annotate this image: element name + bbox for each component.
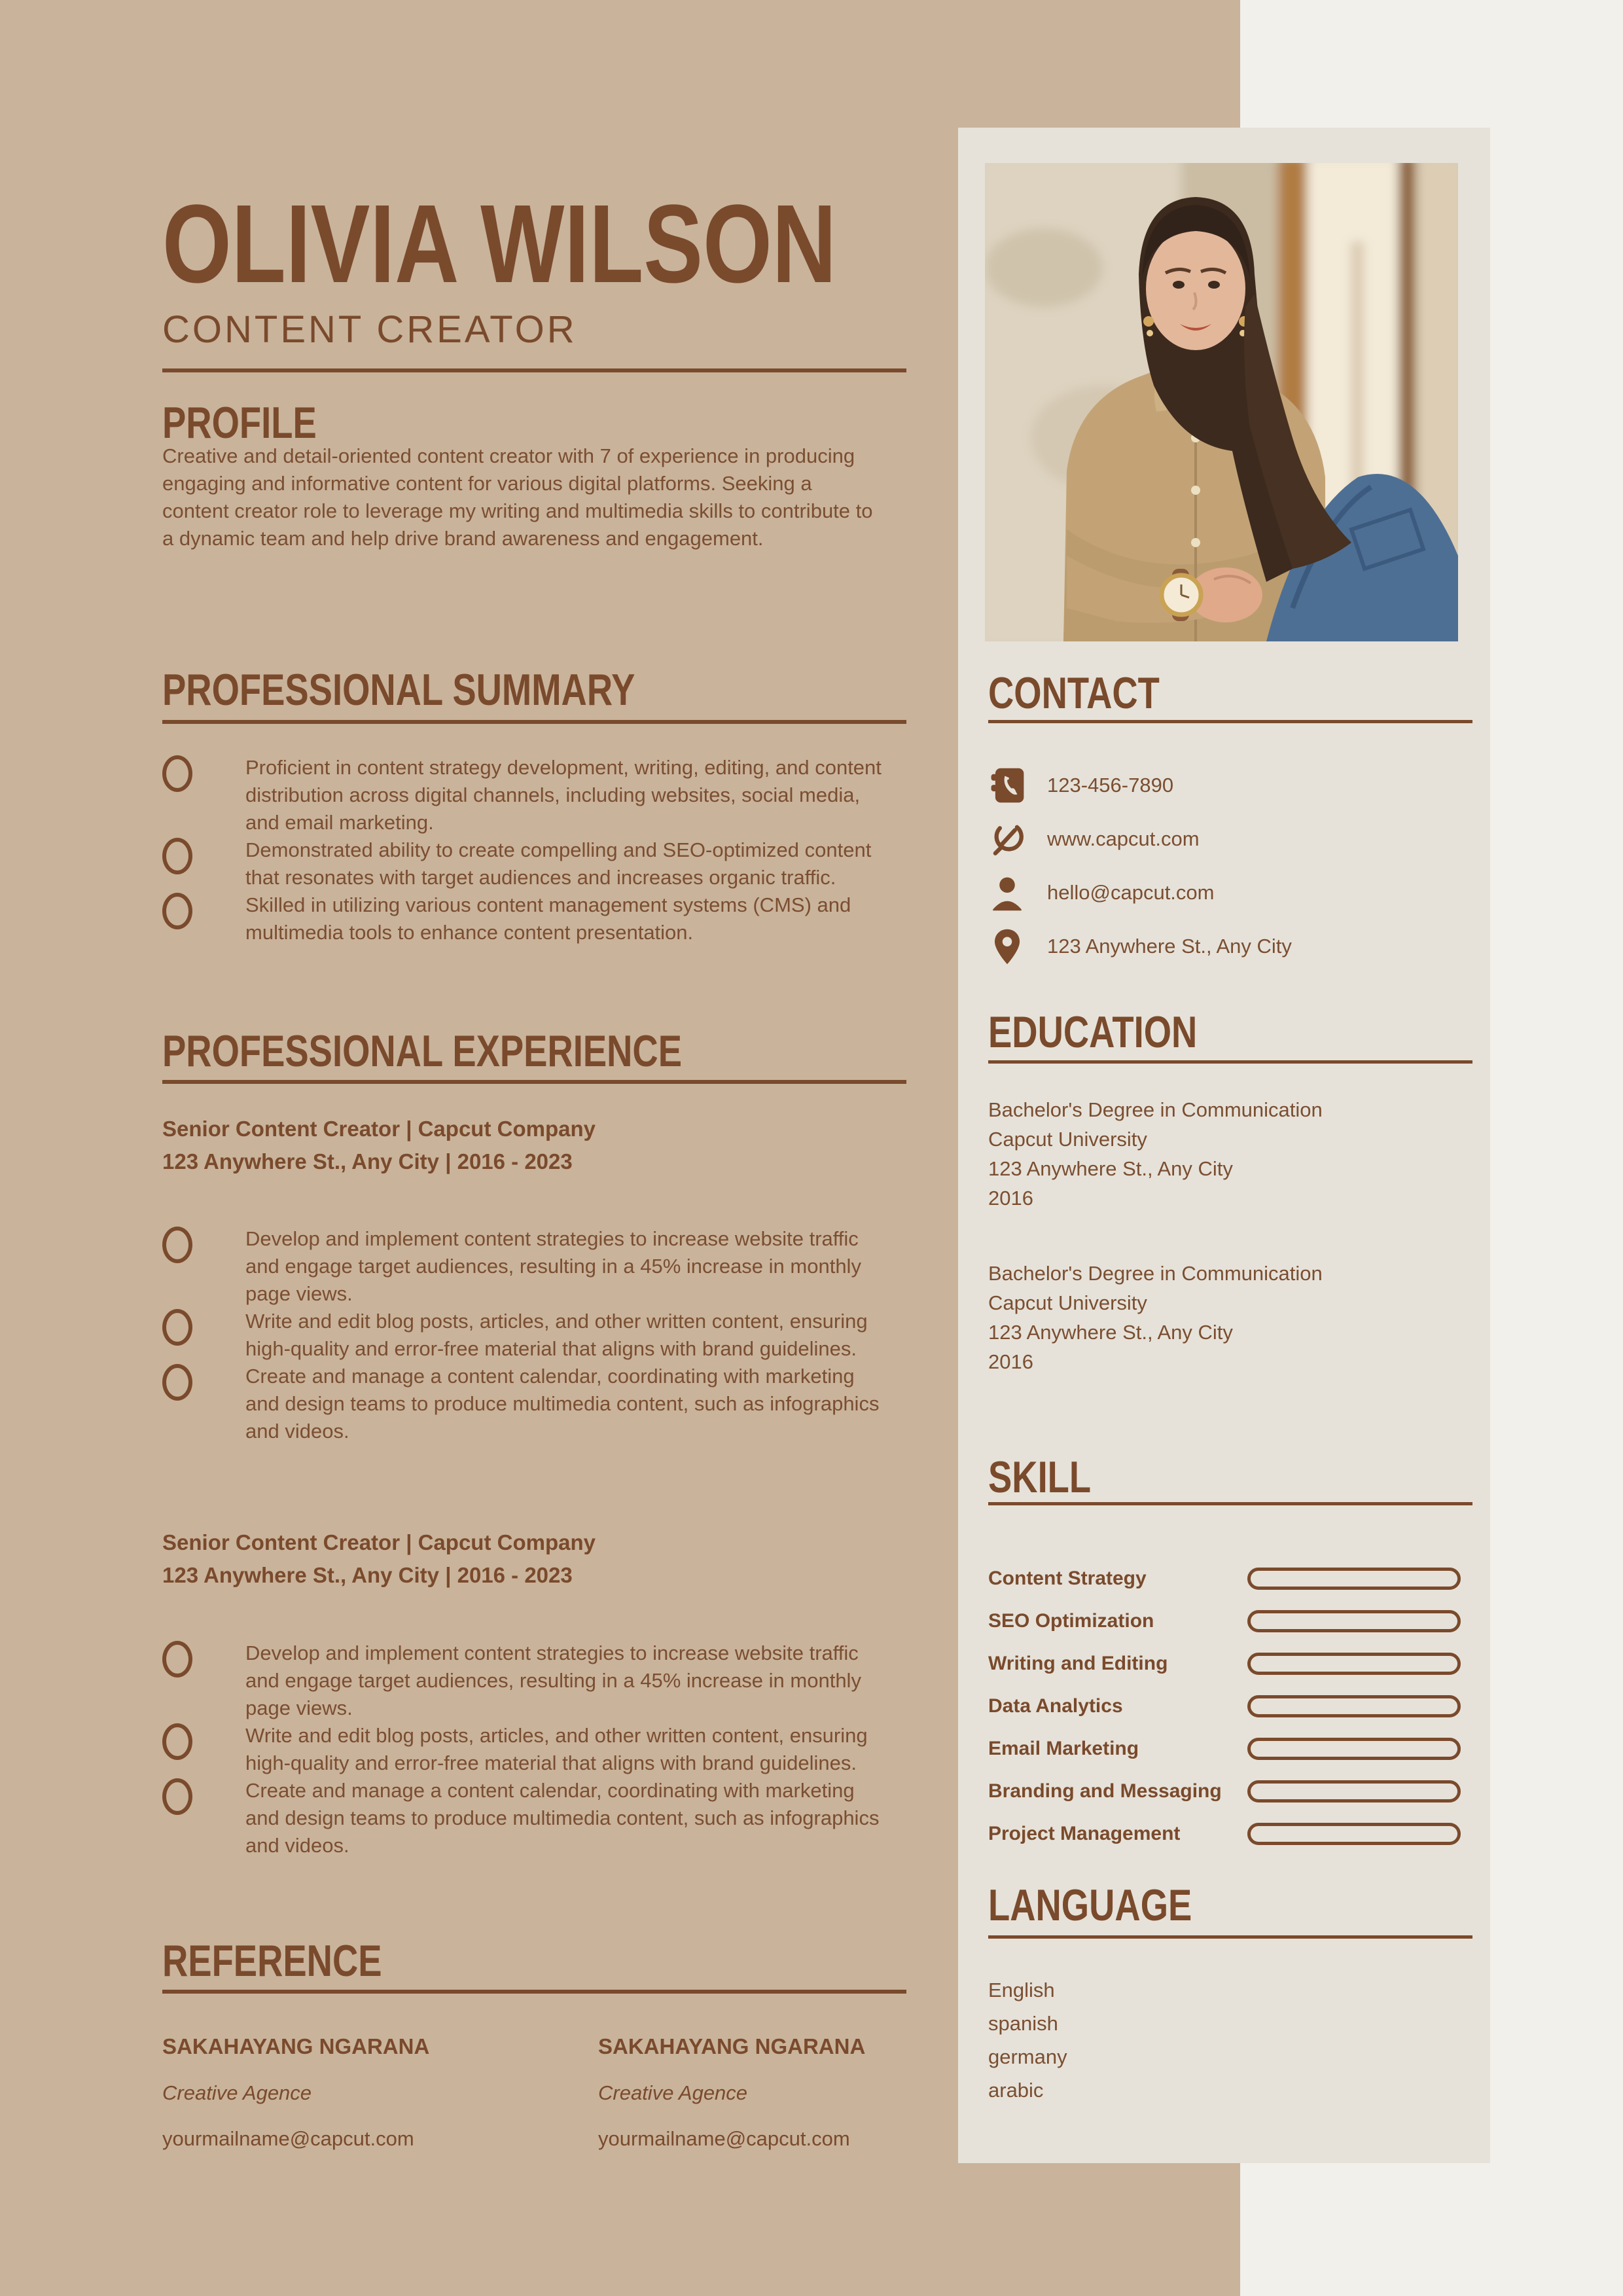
profile-photo: [985, 163, 1458, 641]
skill-label: SEO Optimization: [988, 1610, 1154, 1632]
contact-item-website: [988, 817, 1472, 861]
education-degree: Bachelor's Degree in Communication: [988, 1262, 1323, 1285]
bullet-icon: [162, 1641, 192, 1677]
skill-label: Email Marketing: [988, 1738, 1139, 1759]
bullet-icon: [162, 755, 192, 792]
skill-bar: [1247, 1738, 1461, 1760]
profile-text: Creative and detail-oriented content creator with 7 of experience in producing engaging and informative content for various digital platforms. Seeking a content creator role to leverage my writing and multimedia skills to contribute to a dynamic team and help drive brand awareness and engagement.: [162, 444, 873, 550]
reference-entry: [598, 2034, 978, 2151]
location-icon: [988, 927, 1031, 965]
reference-email[interactable]: yourmailname@capcut.com: [598, 2127, 850, 2150]
bullet-icon: [162, 1778, 192, 1815]
language-item: spanish: [988, 2012, 1058, 2035]
summary-bullet-text: Skilled in utilizing various content management systems (CMS) and multimedia tools to enhance content presentation.: [245, 893, 851, 944]
contact-heading: CONTACT: [988, 668, 1160, 718]
job-title: CONTENT CREATOR: [162, 308, 577, 351]
language-divider: [988, 1935, 1472, 1939]
job-bullet-list: [162, 1640, 906, 1859]
contact-item-phone: [988, 764, 1472, 807]
skill-bar: [1247, 1610, 1461, 1632]
skill-row: [988, 1564, 1472, 1593]
summary-bullet-text: Proficient in content strategy development, writing, editing, and content distribution across digital channels, including websites, social media, and email marketing.: [245, 756, 882, 834]
phone-icon: [988, 766, 1031, 804]
list-item: [162, 754, 906, 836]
sidebar-panel: [958, 128, 1490, 2163]
skill-label: Data Analytics: [988, 1695, 1123, 1717]
contact-item-address: [988, 925, 1472, 968]
bullet-icon: [162, 1309, 192, 1346]
skill-heading: SKILL: [988, 1452, 1092, 1502]
reference-list: [162, 2034, 978, 2151]
education-school: Capcut University: [988, 1291, 1147, 1314]
job-bullet-text: Develop and implement content strategies to increase website traffic and engage target audiences, resulting in a 45% increase in monthly page views.: [245, 1227, 861, 1305]
job-bullet-text: Develop and implement content strategies to increase website traffic and engage target audiences, resulting in a 45% increase in monthly page views.: [245, 1641, 861, 1719]
skill-row: [988, 1692, 1472, 1721]
reference-company: Creative Agence: [598, 2081, 748, 2104]
skill-row: [988, 1649, 1472, 1678]
job-bullet-text: Create and manage a content calendar, coordinating with marketing and design teams to produce multimedia content, such as infographics and videos.: [245, 1365, 880, 1443]
skill-bar: [1247, 1695, 1461, 1717]
contact-item-email: [988, 871, 1472, 914]
list-item: [162, 1225, 906, 1308]
phone-number: 123-456-7890: [1047, 774, 1174, 797]
list-item: [162, 1722, 906, 1777]
contact-divider: [988, 720, 1472, 723]
list-item: [162, 836, 906, 891]
skill-row: [988, 1820, 1472, 1848]
job-meta-line: 123 Anywhere St., Any City | 2016 - 2023: [162, 1563, 573, 1587]
list-item: [162, 1363, 906, 1445]
job-bullet-text: Create and manage a content calendar, coordinating with marketing and design teams to produce multimedia content, such as infographics and videos.: [245, 1779, 880, 1857]
website-url[interactable]: www.capcut.com: [1047, 827, 1200, 850]
education-divider: [988, 1060, 1472, 1064]
job-bullet-text: Write and edit blog posts, articles, and other written content, ensuring high-quality and error-free material that aligns with brand guidelines.: [245, 1310, 868, 1360]
education-degree: Bachelor's Degree in Communication: [988, 1098, 1323, 1121]
language-heading: LANGUAGE: [988, 1880, 1192, 1930]
education-entry: [988, 1095, 1323, 1213]
reference-company: Creative Agence: [162, 2081, 312, 2104]
skill-bar: [1247, 1823, 1461, 1845]
reference-email[interactable]: yourmailname@capcut.com: [162, 2127, 414, 2150]
skill-row: [988, 1607, 1472, 1636]
skill-row: [988, 1734, 1472, 1763]
person-icon: [988, 874, 1031, 912]
reference-heading: REFERENCE: [162, 1936, 382, 1986]
main-column: [162, 0, 908, 2296]
language-list: [988, 1973, 1067, 2107]
job-title-line: Senior Content Creator | Capcut Company: [162, 1530, 596, 1554]
language-item: English: [988, 1979, 1055, 2001]
skill-bar: [1247, 1568, 1461, 1590]
header-divider: [162, 368, 906, 372]
skill-row: [988, 1777, 1472, 1806]
link-icon: [988, 820, 1031, 858]
job-bullet-text: Write and edit blog posts, articles, and other written content, ensuring high-quality and error-free material that aligns with brand guidelines.: [245, 1724, 868, 1774]
list-item: [162, 1640, 906, 1722]
name-text: OLIVIA WILSON: [162, 182, 837, 306]
skill-label: Branding and Messaging: [988, 1780, 1222, 1802]
job-header: [162, 1526, 596, 1592]
skill-label: Content Strategy: [988, 1568, 1147, 1589]
education-entry: [988, 1259, 1323, 1376]
education-heading: EDUCATION: [988, 1007, 1198, 1057]
list-item: [162, 1777, 906, 1859]
job-bullet-list: [162, 1225, 906, 1445]
bullet-icon: [162, 893, 192, 929]
language-item: arabic: [988, 2079, 1044, 2102]
education-year: 2016: [988, 1187, 1033, 1210]
page-title: [162, 182, 1005, 306]
skill-label: Project Management: [988, 1823, 1181, 1844]
summary-divider: [162, 720, 906, 724]
bullet-icon: [162, 1227, 192, 1263]
skill-list: [988, 1564, 1472, 1862]
bullet-icon: [162, 1364, 192, 1401]
language-item: germany: [988, 2045, 1067, 2068]
email-address[interactable]: hello@capcut.com: [1047, 881, 1215, 904]
education-address: 123 Anywhere St., Any City: [988, 1321, 1233, 1344]
skill-bar: [1247, 1653, 1461, 1675]
experience-heading: PROFESSIONAL EXPERIENCE: [162, 1026, 683, 1076]
street-address: 123 Anywhere St., Any City: [1047, 935, 1292, 958]
job-meta-line: 123 Anywhere St., Any City | 2016 - 2023: [162, 1149, 573, 1174]
bullet-icon: [162, 838, 192, 874]
summary-heading: PROFESSIONAL SUMMARY: [162, 665, 635, 715]
list-item: [162, 891, 906, 946]
skill-bar: [1247, 1780, 1461, 1803]
experience-divider: [162, 1080, 906, 1084]
profile-heading: PROFILE: [162, 398, 317, 448]
skill-label: Writing and Editing: [988, 1653, 1168, 1674]
summary-list: [162, 754, 906, 946]
contact-list: [988, 764, 1472, 978]
reference-divider: [162, 1990, 906, 1994]
education-school: Capcut University: [988, 1128, 1147, 1151]
list-item: [162, 1308, 906, 1363]
reference-name: SAKAHAYANG NGARANA: [162, 2034, 430, 2058]
education-year: 2016: [988, 1350, 1033, 1373]
reference-name: SAKAHAYANG NGARANA: [598, 2034, 866, 2058]
skill-divider: [988, 1502, 1472, 1505]
job-title-line: Senior Content Creator | Capcut Company: [162, 1117, 596, 1141]
reference-entry: [162, 2034, 542, 2151]
bullet-icon: [162, 1723, 192, 1760]
job-header: [162, 1113, 596, 1178]
education-address: 123 Anywhere St., Any City: [988, 1157, 1233, 1180]
summary-bullet-text: Demonstrated ability to create compelling and SEO-optimized content that resonates with target audiences and increases organic traffic.: [245, 838, 872, 889]
